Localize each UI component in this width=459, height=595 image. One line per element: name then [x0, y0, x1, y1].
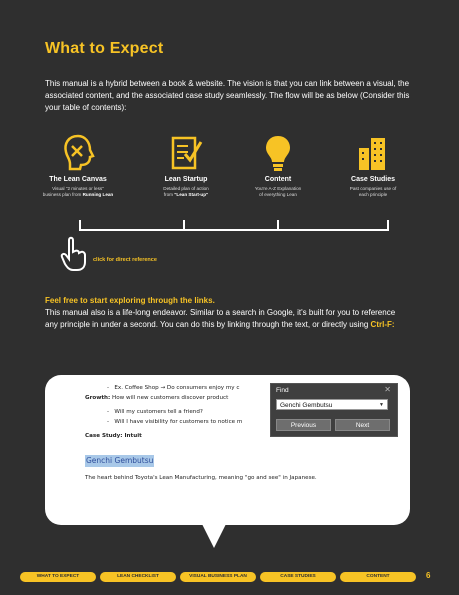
flow-item-content[interactable]: [228, 132, 328, 198]
flow-bracket: [78, 220, 390, 232]
explore-headline: Feel free to start exploring through the links.: [45, 296, 215, 305]
brain-icon: [60, 132, 96, 172]
page-number: 6: [426, 571, 431, 580]
buildings-icon: [355, 132, 391, 172]
nav-content[interactable]: CONTENT: [340, 572, 416, 582]
footer-nav: [20, 572, 459, 582]
flow-desc: You're A-Z Explanation of everything Lean: [254, 186, 302, 197]
find-input[interactable]: Genchi Gembutsu ▼: [276, 399, 388, 410]
doc-growth-line: Growth: How will new customers discover product: [85, 395, 229, 401]
next-button[interactable]: Next: [335, 419, 390, 431]
flow-name: Case Studies: [351, 176, 395, 183]
nav-visual-business-plan[interactable]: VISUAL BUSINESS PLAN: [180, 572, 256, 582]
explore-paragraph: [45, 295, 405, 331]
lightbulb-icon: [260, 132, 296, 172]
flow-item-case-studies[interactable]: [323, 132, 423, 198]
doc-case-study: Case Study: Intuit: [85, 433, 142, 439]
doc-body: The heart behind Toyota's Lean Manufacturing, meaning "go and see" in Japanese.: [85, 475, 317, 481]
doc-bullet: - Will I have visibility for customers to notice m: [107, 419, 243, 425]
doc-highlighted-heading: Genchi Gembutsu: [86, 456, 154, 465]
direct-reference-link[interactable]: click for direct reference: [93, 257, 157, 263]
nav-lean-checklist[interactable]: LEAN CHECKLIST: [100, 572, 176, 582]
find-dialog: [270, 383, 398, 437]
flow-name: The Lean Canvas: [49, 176, 107, 183]
close-icon[interactable]: ✕: [384, 385, 391, 394]
flow-desc: Detailed plan of action from "Lean Start-up": [163, 186, 209, 197]
ctrl-f-shortcut: Ctrl-F:: [370, 320, 395, 329]
find-title: Find: [276, 387, 289, 394]
doc-bullet: - Ex. Coffee Shop → Do consumers enjoy my c: [107, 385, 240, 391]
pointer-hand-icon: [60, 236, 88, 272]
flow-name: Lean Startup: [164, 176, 208, 183]
chevron-down-icon[interactable]: ▼: [379, 402, 384, 408]
flow-item-lean-canvas[interactable]: [28, 132, 128, 198]
nav-case-studies[interactable]: CASE STUDIES: [260, 572, 336, 582]
previous-button[interactable]: Previous: [276, 419, 331, 431]
doc-bullet: - Will my customers tell a friend?: [107, 409, 203, 415]
intro-paragraph: This manual is a hybrid between a book & website. The vision is that you can link between a visual, the associated content, and the associated case study seamlessly. The flow will be as below (Consider this your table of contents):: [45, 79, 410, 112]
flow-desc: Past companies use of each principle: [349, 186, 397, 197]
page-title: What to Expect: [45, 40, 164, 57]
explore-body: This manual also is a life-long endeavor. Similar to a search in Google, it's built for you to reference any principle in under a second. You can do this by linking through the text, or directly using: [45, 308, 396, 329]
nav-what-to-expect[interactable]: WHAT TO EXPECT: [20, 572, 96, 582]
flow-name: Content: [264, 176, 292, 183]
flow-item-lean-startup[interactable]: [136, 132, 236, 198]
flow-desc: Visual "2 minutes or less" business plan from Running Lean: [42, 186, 114, 197]
checklist-icon: [168, 132, 204, 172]
bubble-tail: [202, 524, 226, 548]
